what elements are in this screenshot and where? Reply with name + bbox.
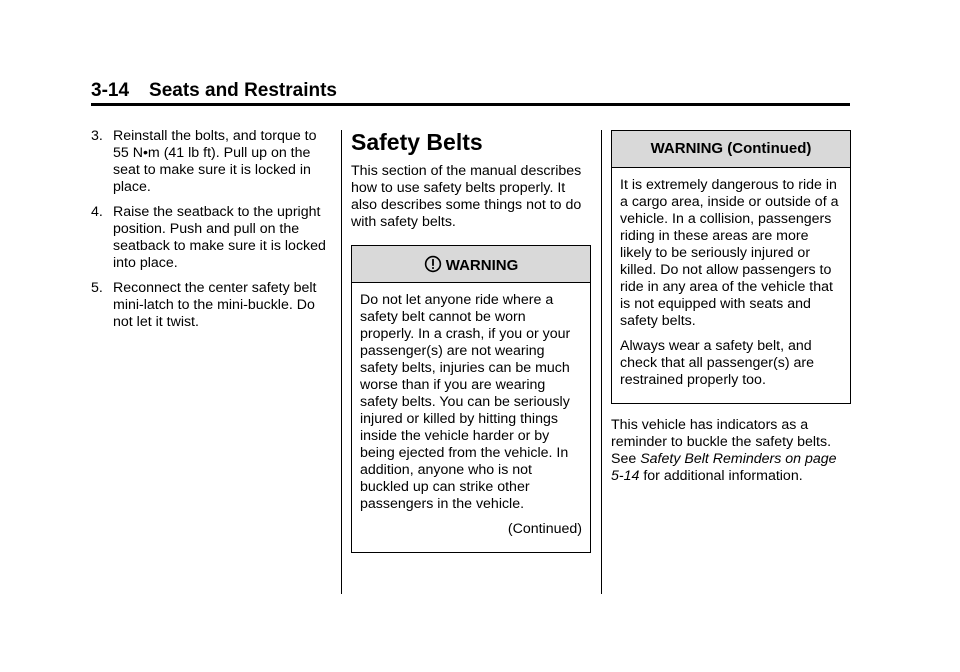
- warning-title: WARNING: [445, 257, 519, 274]
- reminder-text-end: for additional information.: [639, 468, 803, 484]
- warning-paragraph-2: Always wear a safety belt, and check that all passenger(s) are restrained properly too.: [620, 338, 814, 388]
- step-text: Reinstall the bolts, and torque to 55 N•m (41 lb ft). Pull up on the seat to make sure it is locked in place.: [113, 128, 317, 195]
- step-item: [91, 204, 331, 272]
- step-text: Raise the seatback to the upright position. Push and pull on the seatback to make sure it is locked into place.: [113, 204, 326, 271]
- section-heading: Safety Belts: [351, 129, 483, 155]
- column-divider-2: [601, 130, 602, 594]
- column-1: [91, 128, 331, 339]
- step-text: Reconnect the center safety belt mini-latch to the mini-buckle. Do not let it twist.: [113, 280, 317, 330]
- warning-text: Do not let anyone ride where a safety belt cannot be worn properly. In a crash, if you or your passenger(s) are not wearing safety belts, injuries can be much worse than if you are wearing safety belts. You can be seriously injured or killed by hitting things inside the vehicle harder or by being ejected from the vehicle. In addition, anyone who is not buckled up can strike other passengers in the vehicle.: [360, 292, 571, 512]
- step-item: [91, 280, 331, 331]
- page-header: [91, 80, 337, 102]
- warning-box-continued: [611, 130, 851, 404]
- step-item: [91, 128, 331, 196]
- reminder-paragraph: [611, 417, 851, 485]
- warning-header-continued: [612, 131, 850, 168]
- intro-paragraph: This section of the manual describes how to use safety belts properly. It also describes some things not to do with safety belts.: [351, 163, 582, 230]
- column-divider-1: [341, 130, 342, 594]
- reminder-text: This vehicle has indicators as a reminder to buckle the safety belts. See: [611, 417, 832, 467]
- continued-label: (Continued): [507, 521, 582, 537]
- warning-body: [352, 283, 590, 552]
- warning-paragraph-1: It is extremely dangerous to ride in a cargo area, inside or outside of a vehicle. In a collision, passengers riding in these areas are more likely to be seriously injured or killed. Do not allow passengers to ride in any area of the vehicle that is not equipped with seats and safety belts.: [620, 177, 839, 329]
- section-title: Seats and Restraints: [149, 80, 337, 101]
- column-3: [611, 130, 851, 493]
- step-number: 3.: [91, 128, 103, 144]
- page-number: 3-14: [91, 80, 130, 101]
- step-number: 4.: [91, 204, 103, 220]
- cross-reference-link[interactable]: Safety Belt Reminders on page 5-14: [611, 451, 837, 484]
- warning-body-continued: [612, 168, 850, 403]
- warning-box: [351, 245, 591, 553]
- header-rule: [91, 103, 850, 106]
- warning-icon: [424, 255, 442, 273]
- warning-header: [352, 246, 590, 283]
- warning-title-continued: WARNING (Continued): [650, 140, 812, 157]
- column-2: [351, 128, 591, 553]
- step-number: 5.: [91, 280, 103, 296]
